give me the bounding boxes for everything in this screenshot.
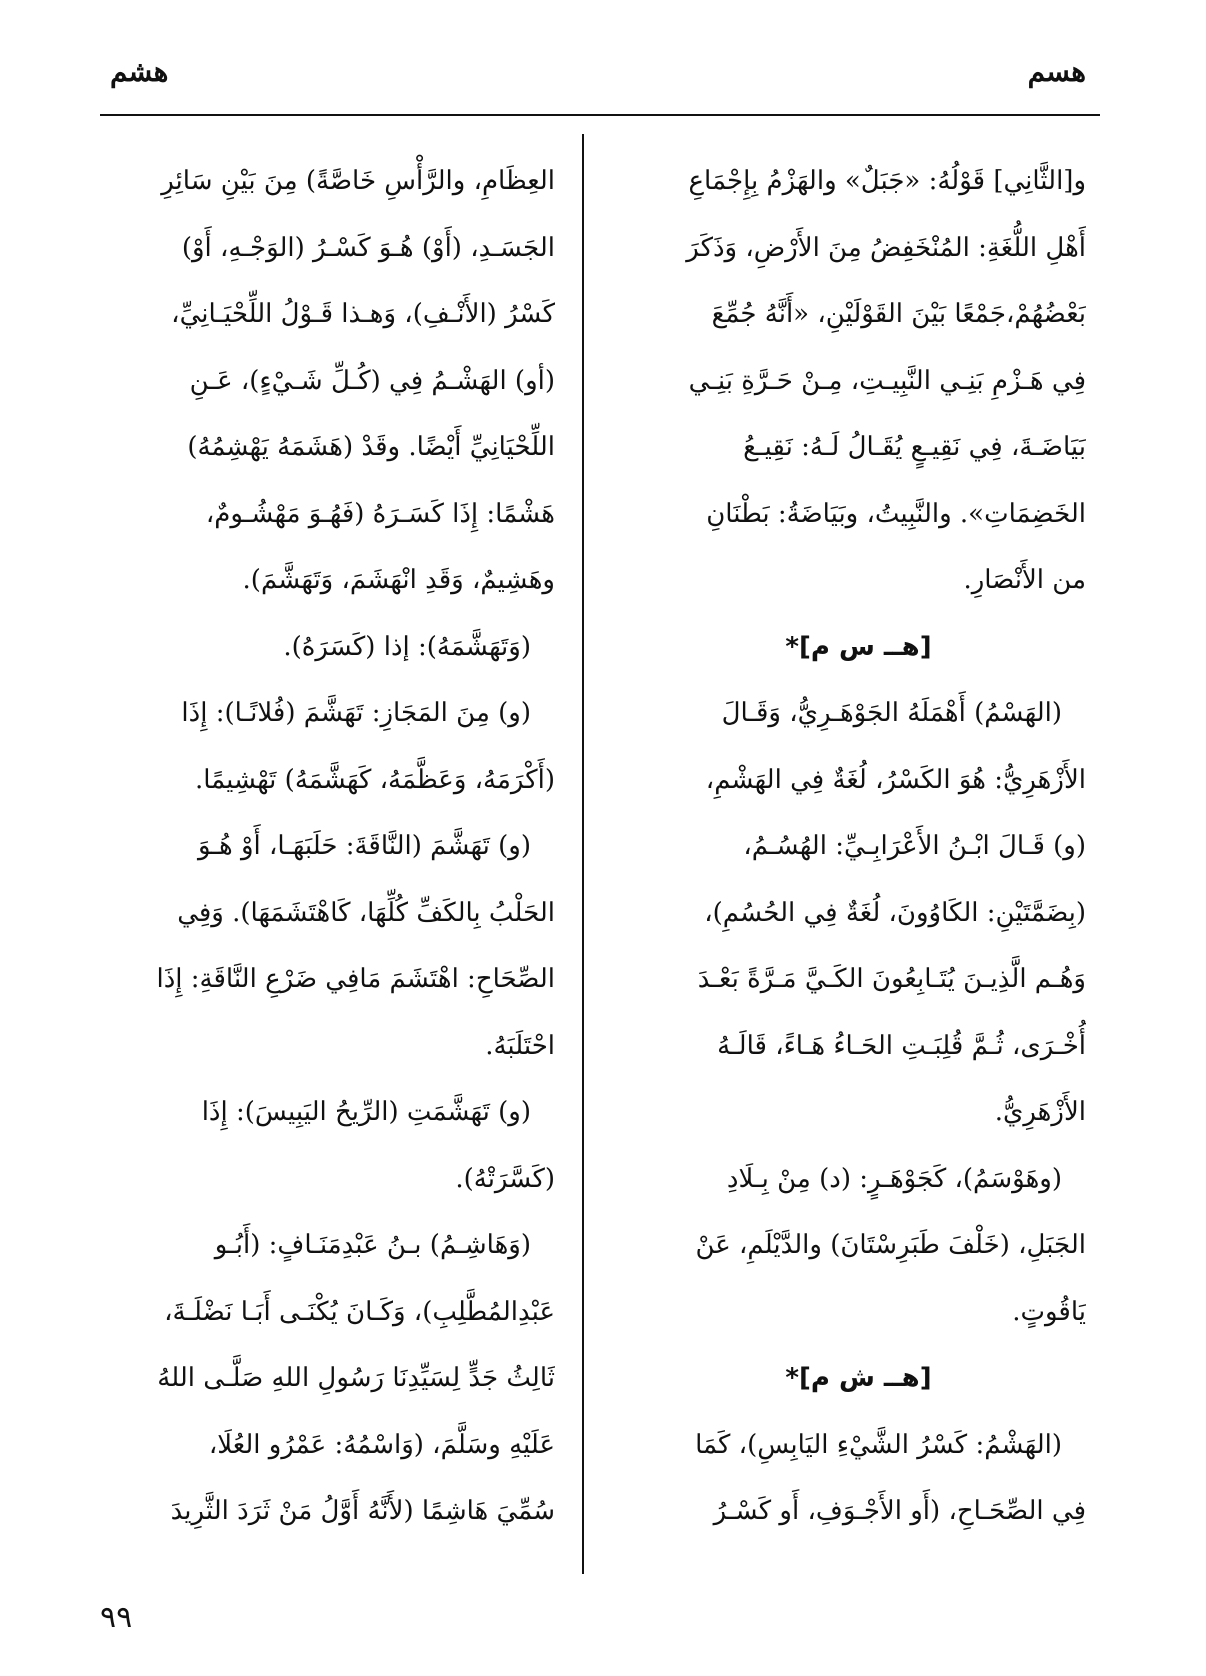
text-line: الجَسَـدِ، (أَوْ) هُـوَ كَسْـرُ (الوَجْـهِ، أَوْ) — [181, 232, 555, 263]
text-line: أَهْلِ اللُّغَةِ: المُنْخَفِضُ مِنَ الأَرْضِ، وَذَكَرَ — [686, 232, 1086, 263]
text-line: العِظَامِ، والرَّأْسِ خَاصَّةً) مِنَ بَيْنِ سَائِرِ — [161, 166, 555, 196]
text-line: كَسْرُ (الأَنْـفِ)، وَهـذا قَـوْلُ اللِّحْيَـانِيِّ، — [171, 299, 555, 329]
text-line: عَبْدِالمُطَّلِبِ)، وَكَـانَ يُكْنَـى أَبَـا نَضْلَـةَ، — [164, 1296, 555, 1327]
right-column — [631, 148, 1086, 1545]
text-line: (الهَسْمُ) أَهْمَلَهُ الجَوْهَـرِيُّ، وَقَـالَ — [721, 698, 1062, 728]
entry-heading: [هــ س م]* — [785, 631, 932, 662]
text-line: (و) تَهَشَّمَ (النَّاقَةَ: حَلَبَهَـا، أَوْ هُـوَ — [197, 831, 531, 861]
text-line: فِي هَـزْمِ بَنِـي النَّبِيـتِ، مِـنْ حَـرَّةِ بَنِـي — [688, 365, 1086, 396]
text-line: سُمِّيَ هَاشِمًا (لأَنَّهُ أَوَّلُ مَنْ ثَرَدَ الثَّرِيدَ — [170, 1496, 555, 1526]
text-line: فِي الصِّحَـاحِ، (أَو الأَجْـوَفِ، أَو كَسْـرُ — [713, 1496, 1086, 1526]
text-line: (وَتَهَشَّمَهُ): إذا (كَسَرَهُ). — [283, 631, 531, 662]
text-line: (الهَشْمُ: كَسْرُ الشَّيْءِ اليَابِسِ)، كَمَا — [695, 1429, 1062, 1460]
text-line: احْتَلَبَهُ. — [485, 1030, 555, 1061]
text-line: (وَهَاشِـمُ) بـنُ عَبْدِمَنَـافٍ: (أَبُـو — [214, 1230, 531, 1260]
header-entry-word-right: هسم — [1027, 55, 1086, 88]
page-number: ٩٩ — [100, 1600, 133, 1635]
text-line: ثَالِثُ جَدٍّ لِسَيِّدِنَا رَسُولِ اللهِ صَلَّـى اللهُ — [157, 1363, 555, 1393]
text-line: (بِضَمَّتَيْنِ: الكَاوُونَ، لُغَةٌ فِي الحُسُمِ)، — [704, 897, 1086, 928]
text-line: الجَبَلِ، (خَلْفَ طَبَرِسْتَانَ) والدَّيْلَمِ، عَنْ — [695, 1230, 1086, 1260]
entry-heading: [هــ ش م]* — [785, 1363, 932, 1393]
text-line: (أَكْرَمَهُ، وَعَظَّمَهُ، كَهَشَّمَهُ) تَهْشِيمًا. — [194, 764, 555, 795]
header-rule — [100, 114, 1100, 116]
text-line: بَعْضُهُمْ،جَمْعًا بَيْنَ القَوْلَيْنِ، «أَنَّهُ جُمِّعَ — [711, 299, 1086, 329]
text-line: من الأَنْصَارِ. — [963, 565, 1086, 595]
text-line: (و) مِنَ المَجَازِ: تَهَشَّمَ (فُلانًـا): إِذَا — [181, 698, 531, 728]
text-line: وَهُـم الَّذِيـنَ يُتَـابِعُونَ الكَـيَّ مَـرَّةً بَعْـدَ — [697, 964, 1086, 994]
text-line: و[الثَّانِي] قَوْلُهُ: «جَبَلٌ» والهَزْمُ بِإِجْمَاعِ — [688, 166, 1086, 196]
text-line: (و) تَهَشَّمَتِ (الرِّيحُ اليَبِيسَ): إِذَا — [201, 1097, 531, 1127]
text-line: الصِّحَاحِ: اهْتَشَمَ مَافِي ضَرْعِ النَّاقَةِ: إِذَا — [156, 964, 555, 994]
text-line: يَاقُوتٍ. — [1012, 1296, 1086, 1327]
header-entry-word-left: هشم — [110, 55, 169, 88]
text-line: عَلَيْهِ وسَلَّمَ، (وَاسْمُهُ: عَمْرُو العُلَا، — [208, 1429, 555, 1460]
text-line: بَيَاضَـةَ، فِي نَقِيـعٍ يُقَـالُ لَـهُ: نَقِيـعُ — [743, 432, 1086, 462]
text-line: (كَسَّرَتْهُ). — [455, 1163, 555, 1194]
text-line: (وهَوْسَمُ)، كَجَوْهَـرٍ: (د) مِنْ بِـلَادِ — [726, 1163, 1062, 1194]
text-line: وهَشِيمٌ، وَقَدِ انْهَشَمَ، وَتَهَشَّمَ). — [242, 565, 555, 595]
text-line: الأَزْهَرِيُّ. — [994, 1097, 1086, 1127]
text-line: هَشْمًا: إِذَا كَسَـرَهُ (فَهُـوَ مَهْشُـومٌ، — [205, 498, 555, 529]
text-line: اللِّحْيَانِيِّ أَيْضًا. وقَدْ (هَشَمَهُ يَهْشِمُهُ) — [187, 432, 555, 462]
left-column — [100, 148, 555, 1545]
text-line: الخَضِمَاتِ». والنَّبِيتُ، وبَيَاضَةُ: بَطْنَانِ — [706, 498, 1086, 529]
column-divider — [582, 134, 584, 1574]
text-line: الأَزْهَرِيُّ: هُوَ الكَسْرُ، لُغَةٌ فِي الهَشْمِ، — [705, 764, 1086, 795]
text-line: (أو) الهَشْـمُ فِي (كُـلِّ شَـيْءٍ)، عَـنِ — [189, 365, 555, 396]
text-line: (و) قَـالَ ابْـنُ الأَعْرَابِـيِّ: الهُسُـمُ، — [743, 831, 1086, 861]
text-line: الحَلْبُ بِالكَفِّ كُلِّهَا، كَاهْتَشَمَهَا). وَفِي — [177, 897, 555, 928]
text-line: أُخْـرَى، ثُـمَّ قُلِبَـتِ الحَـاءُ هَـاءً، قَالَـهُ — [717, 1030, 1086, 1061]
